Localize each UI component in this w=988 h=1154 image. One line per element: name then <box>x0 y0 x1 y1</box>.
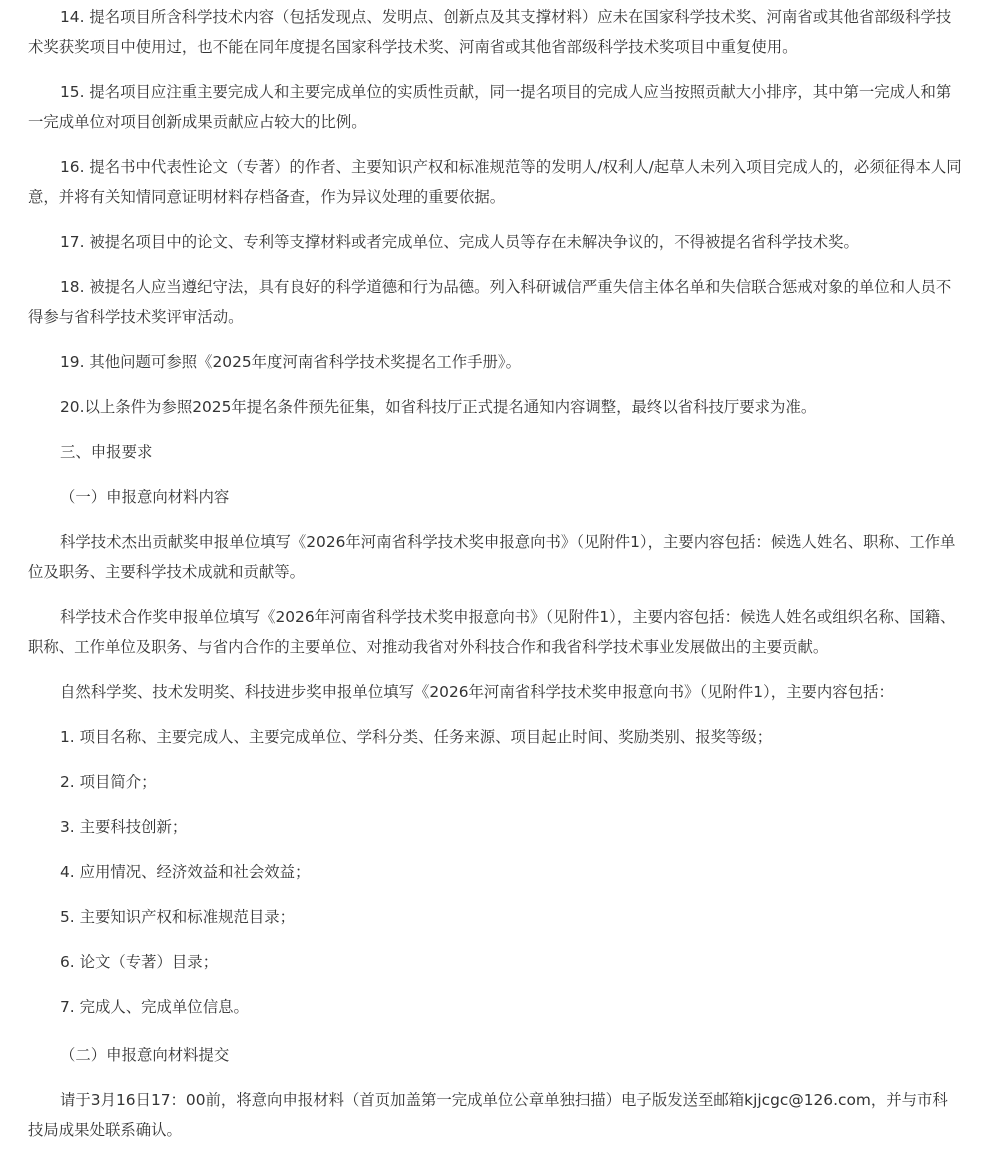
subsection-heading-intent-content: （一）申报意向材料内容 <box>60 488 230 506</box>
section-heading-requirements: 三、申报要求 <box>60 443 153 461</box>
paragraph-science-tech-awards: 自然科学奖、技术发明奖、科技进步奖申报单位填写《2026年河南省科学技术奖申报意向书》（见附件1），主要内容包括： <box>60 683 894 701</box>
paragraph-item-14: 14. 提名项目所含科学技术内容（包括发现点、发明点、创新点及其支撑材料）应未在国家科学技术奖、河南省或其他省部级科学技术奖获奖项目中使用过，也不能在同年度提名国家科学技术奖、河南省或其他省部级科学技术奖项目中重复使用。 <box>28 8 952 56</box>
paragraph-outstanding-contribution-award: 科学技术杰出贡献奖申报单位填写《2026年河南省科学技术奖申报意向书》（见附件1），主要内容包括：候选人姓名、职称、工作单位及职务、主要科学技术成就和贡献等。 <box>28 533 956 581</box>
list-item-5: 5. 主要知识产权和标准规范目录； <box>60 908 296 926</box>
paragraph-cooperation-award: 科学技术合作奖申报单位填写《2026年河南省科学技术奖申报意向书》（见附件1），主要内容包括：候选人姓名或组织名称、国籍、职称、工作单位及职务、与省内合作的主要单位、对推动我省对外科技合作和我省科学技术事业发展做出的主要贡献。 <box>28 608 956 656</box>
subsection-heading-intent-submission: （二）申报意向材料提交 <box>60 1046 230 1064</box>
list-item-7: 7. 完成人、完成单位信息。 <box>60 998 249 1016</box>
list-item-4: 4. 应用情况、经济效益和社会效益； <box>60 863 311 881</box>
list-item-6: 6. 论文（专著）目录； <box>60 953 219 971</box>
list-item-2: 2. 项目简介； <box>60 773 157 791</box>
paragraph-item-19: 19. 其他问题可参照《2025年度河南省科学技术奖提名工作手册》。 <box>60 353 521 371</box>
list-item-3: 3. 主要科技创新； <box>60 818 188 836</box>
paragraph-item-16: 16. 提名书中代表性论文（专著）的作者、主要知识产权和标准规范等的发明人/权利人/起草人未列入项目完成人的，必须征得本人同意，并将有关知情同意证明材料存档备查，作为异议处理的重要依据。 <box>28 158 962 206</box>
paragraph-item-17: 17. 被提名项目中的论文、专利等支撑材料或者完成单位、完成人员等存在未解决争议的，不得被提名省科学技术奖。 <box>60 233 859 251</box>
paragraph-item-18: 18. 被提名人应当遵纪守法，具有良好的科学道德和行为品德。列入科研诚信严重失信主体名单和失信联合惩戒对象的单位和人员不得参与省科学技术奖评审活动。 <box>28 278 952 326</box>
paragraph-item-15: 15. 提名项目应注重主要完成人和主要完成单位的实质性贡献，同一提名项目的完成人应当按照贡献大小排序，其中第一完成人和第一完成单位对项目创新成果贡献应占较大的比例。 <box>28 83 952 131</box>
paragraph-item-20: 20.以上条件为参照2025年提名条件预先征集，如省科技厅正式提名通知内容调整，最终以省科技厅要求为准。 <box>60 398 817 416</box>
list-item-1: 1. 项目名称、主要完成人、主要完成单位、学科分类、任务来源、项目起止时间、奖励类别、报奖等级； <box>60 728 773 746</box>
paragraph-submission-instructions: 请于3月16日17：00前，将意向申报材料（首页加盖第一完成单位公章单独扫描）电子版发送至邮箱kjjcgc@126.com，并与市科技局成果处联系确认。 <box>28 1091 948 1139</box>
